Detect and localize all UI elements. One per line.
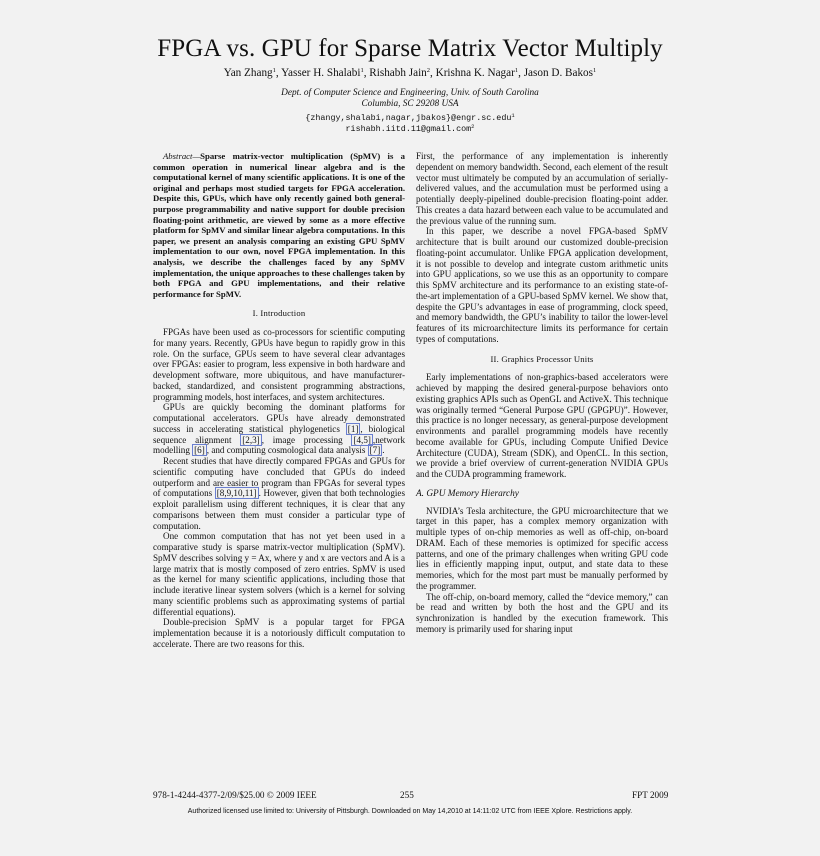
intro-paragraph-6: In this paper, we describe a novel FPGA-based SpMV architecture that is built around our customized double-precision floating-point accumulator. Unlike FPGA application development, it is not possible to develop and integrate custom arithmetic units into GPU applications, so we use this as an opportunity to compare this SpMV architecture and its performance to an existing state-of-the-art implementation of a GPU-based SpMV kernel. We show that, despite the GPU’s advantages in ease of programming, clock speed, and memory bandwidth, the GPU’s inability to tailor the lower-level features of its microarchitecture limits its performance for certain types of computations. bbox=[416, 226, 668, 344]
footer-copyright: 978-1-4244-4377-2/09/$25.00 © 2009 IEEE bbox=[153, 790, 317, 800]
text-run: ,network modelling bbox=[153, 434, 405, 456]
footer-conference: FPT 2009 bbox=[632, 790, 669, 800]
citation-link[interactable]: [2,3] bbox=[242, 434, 260, 445]
right-column bbox=[416, 151, 668, 635]
email-affil-mark: 1 bbox=[511, 112, 515, 119]
abstract-lead: Abstract— bbox=[163, 151, 201, 161]
abstract bbox=[153, 151, 405, 299]
author-name: Rishabh Jain bbox=[369, 67, 427, 79]
author-email-1 bbox=[0, 112, 820, 123]
intro-paragraph-4: One common computation that has not yet been used in a comparative study is sparse matrix-vector multiplication (SpMV). SpMV describes solving y = Ax, where y and x are vectors and A is a large matrix that is mostly composed of zero entries. SpMV is used as the kernel for many scientific applications, including those that include iterative linear system solvers (which is a kernel for solving many scientific problems such as approximating systems of partial differential equations). bbox=[153, 531, 405, 617]
subsection-heading-memory: A. GPU Memory Hierarchy bbox=[416, 488, 519, 499]
affiliation-department: Dept. of Computer Science and Engineering, Univ. of South Carolina bbox=[281, 88, 539, 98]
text-run: Recent studies that have directly compared FPGAs and GPUs for scientific computing have concluded that GPUs do indeed outperform and are easier to program than FPGAs for several types of computations bbox=[153, 456, 405, 499]
text-run: . bbox=[382, 445, 385, 456]
intro-paragraph-2 bbox=[153, 402, 405, 456]
citation-link[interactable]: [8,9,10,11] bbox=[216, 488, 257, 499]
citation-link[interactable]: [1] bbox=[347, 423, 359, 434]
memory-paragraph-1: NVIDIA’s Tesla architecture, the GPU microarchitecture that we target in this paper, has a complex memory organization with multiple types of on-chip memories as well as off-chip, on-board DRAM. Each of these memories is optimized for specific access patterns, and one of the primary challenges when writing GPU code lies in efficiently mapping input, output, and state data to these memories, which for the most part must be manually performed by the programmer. bbox=[416, 505, 668, 591]
abstract-text: Sparse matrix-vector multiplication (SpMV) is a common operation in numerical linear algebra and is the computational kernel of many scientific applications. It is one of the original and perhaps most studied targets for FPGA acceleration. Despite this, GPUs, which have only recently gained both general-purpose programmability and native support for double precision floating-point arithmetic, are viewed by some as a more effective platform for SpMV and similar linear algebra computations. In this paper, we present an analysis comparing an existing GPU SpMV implementation to our own, novel FPGA implementation. In this analysis, we describe the challenges faced by any SpMV implementation, the unique approaches to these challenges taken by both FPGA and GPU implementations, and their relative performance for SpMV. bbox=[153, 151, 405, 299]
author-affil-mark: 1 bbox=[272, 67, 276, 74]
author-name: Yasser H. Shalabi bbox=[281, 67, 361, 79]
license-notice: Authorized licensed use limited to: University of Pittsburgh. Downloaded on May 14,2010 at 14:11:02 UTC from IEEE Xplore. Restrictions apply. bbox=[187, 808, 633, 815]
text-run: , biological sequence alignment bbox=[153, 423, 405, 445]
section-heading-gpu: II. Graphics Processor Units bbox=[490, 353, 594, 364]
text-run: GPUs are quickly becoming the dominant platforms for computational accelerators. GPUs have already demonstrated success in accelerating statistical phylogenetics bbox=[153, 402, 405, 434]
left-column bbox=[153, 151, 405, 650]
paper-title: FPGA vs. GPU for Sparse Matrix Vector Multiply bbox=[157, 35, 663, 62]
text-run: , image processing bbox=[261, 434, 352, 445]
intro-paragraph-5: Double-precision SpMV is a popular target for FPGA implementation because it is a notoriously difficult computation to accelerate. There are two reasons for this. bbox=[153, 617, 405, 649]
author-name: Jason D. Bakos bbox=[523, 67, 594, 79]
citation-link[interactable]: [7] bbox=[369, 445, 381, 456]
memory-paragraph-2: The off-chip, on-board memory, called the “device memory,” can be read and written by both the host and the GPU and its synchronization is handled by the execution framework. This memory is primarily used for sharing input bbox=[416, 591, 668, 634]
author-email-2 bbox=[0, 123, 820, 134]
gpu-paragraph-1: Early implementations of non-graphics-based accelerators were achieved by mapping the desired general-purpose behaviors onto existing graphics APIs such as OpenGL and ActiveX. This technique was originally termed “General Purpose GPU (GPGPU)”. However, this practice is no longer necessary, as general-purpose development environments and parallel programming models have recently become available for GPUs, including Compute Unified Device Architecture (CUDA), Stream (SDK), and OpenCL. In this section, we provide a brief overview of current-generation NVIDIA GPUs and the CUDA programming framework. bbox=[416, 372, 668, 479]
email-text: {zhangy,shalabi,nagar,jbakos}@engr.sc.edu bbox=[305, 113, 512, 123]
author-affil-mark: 1 bbox=[360, 67, 364, 74]
author-affil-mark: 2 bbox=[426, 67, 431, 74]
citation-link[interactable]: [6] bbox=[194, 445, 205, 456]
text-run: , and computing cosmological data analysis bbox=[206, 445, 368, 456]
email-affil-mark: 2 bbox=[471, 123, 475, 130]
citation-link[interactable]: [4,5] bbox=[353, 434, 371, 445]
author-name: Yan Zhang bbox=[223, 67, 273, 79]
text-run: . However, given that both technologies exploit parallelism using different techniques, it is clear that any comparisons between them must consider a particular type of computation. bbox=[153, 488, 405, 531]
intro-paragraph-continued: First, the performance of any implementation is inherently dependent on memory bandwidth. Second, each element of the result vector must ultimately be computed by an accumulation of serially-delivered values, and the accumulation must be performed using a potentially deeply-pipelined double-precision floating-point adder. This creates a data hazard between each value to be accumulated and the previous value of the running sum. bbox=[416, 151, 668, 226]
email-text: rishabh.iitd.11@gmail.com bbox=[345, 124, 472, 134]
author-name: Krishna K. Nagar bbox=[435, 67, 515, 79]
affiliation-location: Columbia, SC 29208 USA bbox=[361, 99, 459, 109]
author-affil-mark: 1 bbox=[514, 67, 519, 74]
author-list: Yan Zhang$^1$, Yasser H. Shalabi$^1$, Rishabh Jain$^2$, Krishna K. Nagar$^1$, Jason D. Bakos$^1$ bbox=[223, 67, 597, 79]
footer-page-number: 255 bbox=[400, 790, 414, 800]
author-affil-mark: 1 bbox=[593, 67, 597, 74]
intro-paragraph-1: FPGAs have been used as co-processors for scientific computing for many years. Recently, GPUs have begun to rapidly grow in this role. On the surface, GPUs seem to have several clear advantages over FPGAs: easier to program, less expensive in both hardware and development software, more ubiquitous, and have manufacturer-backed, standardized, and consistent programming abstractions, programming models, host interfaces, and system architectures. bbox=[153, 327, 405, 402]
section-heading-introduction: I. Introduction bbox=[252, 308, 306, 319]
intro-paragraph-3 bbox=[153, 456, 405, 531]
